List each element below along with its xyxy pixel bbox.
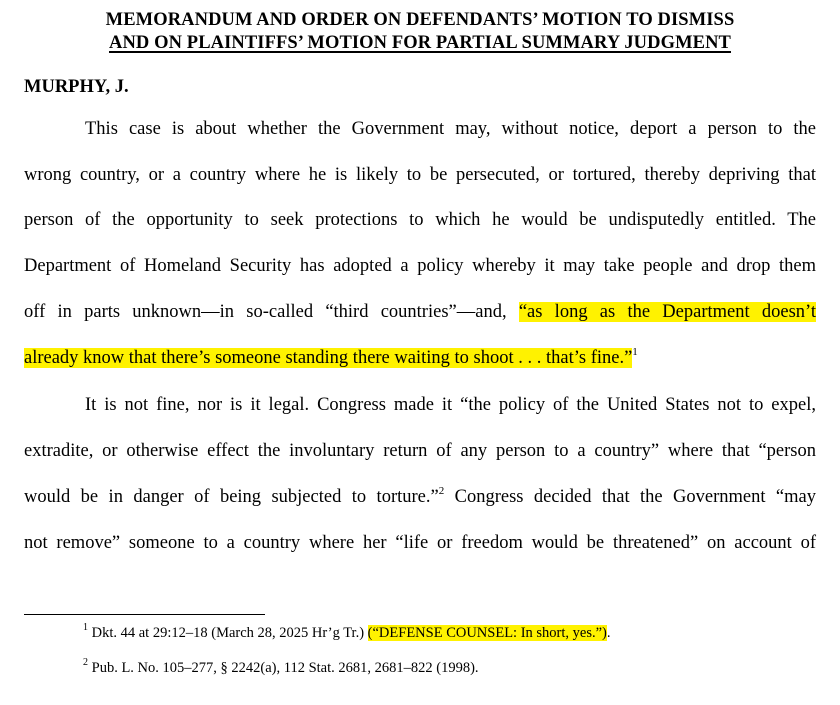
- body-line-7: It is not fine, nor is it legal. Congress made it “the policy of the United States not to expel,: [85, 395, 816, 415]
- footnote-2: [83, 657, 479, 677]
- body-line-9: [24, 484, 816, 508]
- footnote-ref-2[interactable]: 2: [438, 484, 445, 497]
- footnote-separator: [24, 614, 265, 615]
- body-line-2: wrong country, or a country where he is likely to be persecuted, or tortured, thereby depriving that: [24, 165, 816, 185]
- judge-name: MURPHY, J.: [24, 77, 129, 97]
- body-line-9-text: would be in danger of being subjected to torture.”: [24, 487, 439, 507]
- body-line-9-rest: Congress decided that the Government “may: [444, 487, 816, 507]
- body-line-10: not remove” someone to a country where her “life or freedom would be threatened” on account of: [24, 533, 816, 553]
- highlighted-quote-start: “as long as the Department doesn’t: [518, 302, 816, 322]
- heading-line-2: [0, 33, 840, 54]
- footnote-2-number: 2: [83, 657, 88, 669]
- footnote-1: [83, 622, 611, 642]
- body-line-3: person of the opportunity to seek protections to which he would be undisputedly entitled. The: [24, 210, 816, 230]
- footnote-ref-1[interactable]: 1: [632, 345, 638, 358]
- highlighted-quote-end: already know that there’s someone standing there waiting to shoot . . . that’s fine.”: [24, 348, 633, 368]
- footnote-1-number: 1: [83, 622, 88, 634]
- body-line-5: [24, 302, 816, 323]
- footnote-1-text: Dkt. 44 at 29:12–18 (March 28, 2025 Hr’g Tr.): [88, 625, 368, 641]
- heading-line-1: MEMORANDUM AND ORDER ON DEFENDANTS’ MOTION TO DISMISS: [105, 10, 735, 30]
- footnote-1-tail: .: [606, 625, 611, 641]
- body-line-8: extradite, or otherwise effect the involuntary return of any person to a country” where that “person: [24, 441, 816, 461]
- body-line-4: Department of Homeland Security has adopted a policy whereby it may take people and drop them: [24, 256, 816, 276]
- heading-line-2-text: AND ON PLAINTIFFS’ MOTION FOR PARTIAL SUMMARY JUDGMENT: [109, 33, 731, 53]
- body-line-6: [24, 345, 816, 369]
- body-line-1: This case is about whether the Government may, without notice, deport a person to the: [85, 119, 816, 139]
- footnote-1-highlight: (“DEFENSE COUNSEL: In short, yes.”): [367, 625, 607, 641]
- footnote-2-text: Pub. L. No. 105–277, § 2242(a), 112 Stat. 2681, 2681–822 (1998).: [88, 660, 479, 676]
- body-line-5-text: off in parts unknown—in so-called “third countries”—and,: [24, 302, 519, 322]
